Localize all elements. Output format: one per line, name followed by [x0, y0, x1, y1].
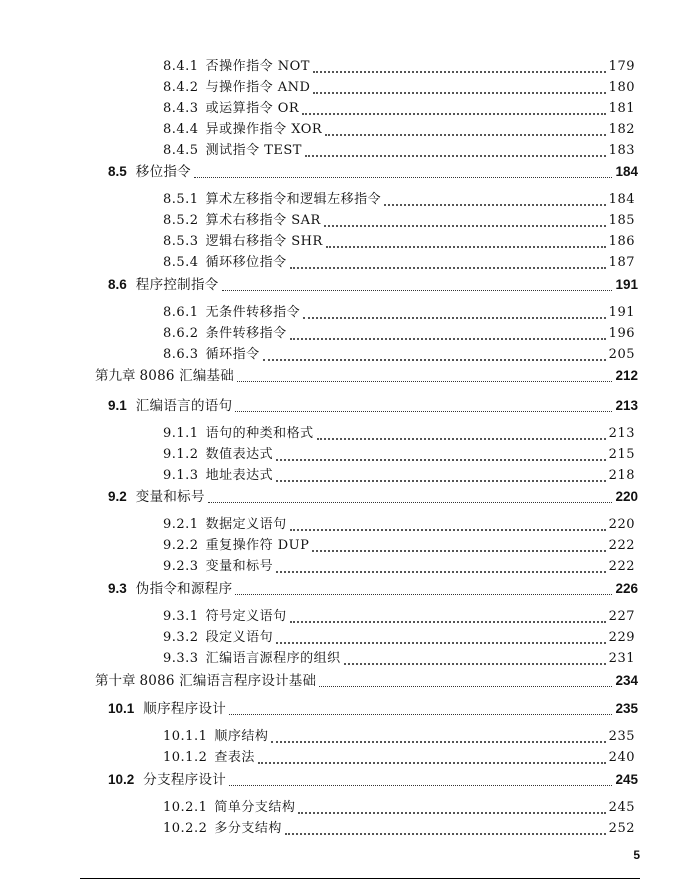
toc-entry-title: 否操作指令 NOT — [205, 59, 310, 74]
dot-leader — [237, 370, 613, 382]
dot-leader — [271, 729, 605, 743]
toc-entry-title: 数据定义语句 — [205, 517, 287, 532]
toc-entry-number: 8.6.1 — [163, 305, 199, 320]
toc-entry-page: 179 — [608, 59, 635, 74]
dot-leader — [312, 538, 605, 552]
toc-entry-number: 8.5.1 — [163, 192, 199, 207]
dot-leader — [302, 101, 606, 115]
toc-entry[interactable] — [163, 324, 635, 342]
toc-entry-title: 符号定义语句 — [205, 609, 287, 624]
dot-leader — [229, 703, 612, 715]
toc-entry-page: 235 — [615, 701, 638, 716]
toc-entry-title: 多分支结构 — [214, 821, 282, 836]
toc-entry-number: 8.4.5 — [163, 143, 199, 158]
toc-entry-page: 187 — [608, 255, 635, 270]
toc-entry[interactable] — [163, 211, 635, 229]
toc-entry-page: 182 — [608, 122, 635, 137]
dot-leader — [258, 750, 606, 764]
toc-entry-page: 186 — [608, 234, 635, 249]
toc-entry-number: 9.3 — [108, 581, 127, 596]
toc-entry-page: 183 — [608, 143, 635, 158]
toc-entry[interactable] — [163, 628, 635, 646]
toc-entry[interactable] — [163, 99, 635, 117]
toc-entry-page: 220 — [608, 517, 635, 532]
toc-entry[interactable] — [163, 798, 635, 816]
dot-leader — [325, 122, 605, 136]
toc-entry-number: 10.2.2 — [163, 821, 208, 836]
toc-entry-page: 240 — [608, 750, 635, 765]
toc-entry-title: 分支程序设计 — [143, 772, 227, 788]
dot-leader — [290, 255, 606, 269]
toc-entry[interactable] — [163, 57, 635, 75]
toc-entry-page: 229 — [608, 630, 635, 645]
dot-leader — [285, 821, 606, 835]
toc-entry-page: 215 — [608, 447, 635, 462]
dot-leader — [276, 468, 606, 482]
toc-entry[interactable] — [163, 607, 635, 625]
toc-entry-title: 程序控制指令 — [135, 277, 219, 293]
dot-leader — [313, 80, 605, 94]
toc-entry-title: 异或操作指令 XOR — [205, 122, 323, 137]
toc-entry[interactable] — [163, 649, 635, 667]
dot-leader — [298, 800, 605, 814]
toc-entry-number: 8.5.3 — [163, 234, 199, 249]
toc-entry-title: 移位指令 — [135, 164, 191, 180]
page-number: 5 — [633, 848, 640, 862]
toc-entry-number: 8.5.4 — [163, 255, 199, 270]
toc-entry-title: 查表法 — [214, 750, 255, 765]
toc-entry-number: 10.2.1 — [163, 800, 208, 815]
toc-entry-page: 181 — [608, 101, 635, 116]
dot-leader — [290, 326, 606, 340]
toc-entry-number: 9.3.1 — [163, 609, 199, 624]
toc-entry-title: 语句的种类和格式 — [205, 426, 314, 441]
dot-leader — [326, 234, 606, 248]
toc-entry-page: 196 — [608, 326, 635, 341]
toc-entry[interactable] — [163, 819, 635, 837]
toc-entry[interactable] — [163, 727, 635, 745]
toc-entry[interactable] — [108, 770, 638, 788]
toc-entry-title: 循环指令 — [205, 347, 260, 362]
toc-entry-number: 9.3.3 — [163, 651, 199, 666]
toc-entry-number: 9.1.2 — [163, 447, 199, 462]
toc-entry-title: 8086 汇编基础 — [139, 368, 234, 384]
toc-entry[interactable] — [108, 699, 638, 717]
toc-entry-title: 算术左移指令和逻辑左移指令 — [205, 192, 382, 207]
toc-entry-number: 10.2 — [108, 772, 135, 787]
dot-leader — [235, 400, 612, 412]
toc-entry-page: 184 — [615, 164, 638, 179]
toc-entry-page: 245 — [615, 772, 638, 787]
dot-leader — [276, 559, 606, 573]
toc-entry-page: 252 — [608, 821, 635, 836]
toc-entry-title: 或运算指令 OR — [205, 101, 300, 116]
dot-leader — [317, 426, 606, 440]
toc-entry-title: 重复操作符 DUP — [205, 538, 310, 553]
dot-leader — [305, 143, 606, 157]
toc-entry-page: 222 — [608, 538, 635, 553]
dot-leader — [303, 305, 606, 319]
toc-entry-page: 191 — [615, 277, 638, 292]
toc-entry-page: 185 — [608, 213, 635, 228]
dot-leader — [313, 59, 606, 73]
dot-leader — [344, 651, 606, 665]
toc-entry-title: 测试指令 TEST — [205, 143, 302, 158]
toc-entry-number: 8.6.3 — [163, 347, 199, 362]
toc-entry-title: 段定义语句 — [205, 630, 274, 645]
toc-entry-page: 213 — [608, 426, 635, 441]
dot-leader — [319, 675, 612, 687]
toc-entry[interactable] — [163, 445, 635, 463]
toc-entry-number: 8.5 — [108, 164, 127, 179]
toc-entry[interactable] — [108, 579, 638, 597]
toc-entry[interactable] — [163, 120, 635, 138]
toc-entry[interactable] — [163, 78, 635, 96]
toc-entry-number: 8.5.2 — [163, 213, 199, 228]
toc-entry[interactable] — [163, 557, 635, 575]
toc-entry-page: 218 — [608, 468, 635, 483]
toc-entry[interactable] — [163, 466, 635, 484]
toc-entry[interactable] — [95, 671, 638, 689]
toc-entry-page: 184 — [608, 192, 635, 207]
toc-entry-title: 无条件转移指令 — [205, 305, 301, 320]
dot-leader — [324, 213, 606, 227]
toc-entry-number: 10.1.1 — [163, 729, 208, 744]
toc-entry-page: 234 — [615, 673, 638, 688]
dot-leader — [276, 447, 606, 461]
toc-entry[interactable] — [95, 366, 638, 384]
toc-entry[interactable] — [163, 748, 635, 766]
toc-entry-number: 9.2.2 — [163, 538, 199, 553]
toc-entry-number: 8.6.2 — [163, 326, 199, 341]
toc-entry-page: 191 — [608, 305, 635, 320]
toc-entry[interactable] — [163, 190, 635, 208]
toc-entry-number: 10.1.2 — [163, 750, 208, 765]
toc-entry-number: 9.2.1 — [163, 517, 199, 532]
dot-leader — [384, 192, 606, 206]
toc-entry-page: 213 — [615, 398, 638, 413]
toc-entry-number: 10.1 — [108, 701, 135, 716]
toc-entry-title: 汇编语言的语句 — [135, 398, 233, 414]
toc-entry-title: 循环移位指令 — [205, 255, 287, 270]
toc-entry-page: 222 — [608, 559, 635, 574]
toc-entry[interactable] — [163, 141, 635, 159]
dot-leader — [290, 609, 606, 623]
toc-entry-number: 8.4.2 — [163, 80, 199, 95]
toc-entry-number: 第九章 — [95, 368, 136, 384]
dot-leader — [235, 583, 612, 595]
toc-entry-page: 245 — [608, 800, 635, 815]
toc-entry-title: 数值表达式 — [205, 447, 274, 462]
toc-entry-title: 算术右移指令 SAR — [205, 213, 321, 228]
dot-leader — [194, 166, 612, 178]
toc-entry-title: 简单分支结构 — [214, 800, 296, 815]
toc-entry-title: 逻辑右移指令 SHR — [205, 234, 323, 249]
toc-entry-number: 9.1.3 — [163, 468, 199, 483]
toc-entry-page: 205 — [608, 347, 635, 362]
toc-entry-page: 231 — [608, 651, 635, 666]
toc-entry-title: 顺序结构 — [214, 729, 269, 744]
dot-leader — [222, 279, 613, 291]
toc-entry-title: 变量和标号 — [135, 489, 205, 505]
toc-entry-page: 226 — [615, 581, 638, 596]
toc-entry-number: 9.1 — [108, 398, 127, 413]
dot-leader — [229, 774, 612, 786]
toc-entry[interactable] — [163, 424, 635, 442]
dot-leader — [276, 630, 606, 644]
toc-entry-title: 伪指令和源程序 — [135, 581, 233, 597]
dot-leader — [263, 347, 606, 361]
toc-entry[interactable] — [163, 232, 635, 250]
toc-entry-page: 227 — [608, 609, 635, 624]
toc-entry-number: 8.4.3 — [163, 101, 199, 116]
toc-entry-page: 235 — [608, 729, 635, 744]
toc-entry[interactable] — [108, 487, 638, 505]
toc-entry[interactable] — [163, 345, 635, 363]
toc-entry[interactable] — [163, 536, 635, 554]
toc-entry[interactable] — [108, 275, 638, 293]
toc-entry-title: 汇编语言源程序的组织 — [205, 651, 341, 666]
toc-entry-title: 变量和标号 — [205, 559, 274, 574]
toc-entry-number: 9.1.1 — [163, 426, 199, 441]
toc-entry-page: 212 — [615, 368, 638, 383]
toc-entry-page: 180 — [608, 80, 635, 95]
toc-entry-title: 条件转移指令 — [205, 326, 287, 341]
toc-entry-title: 与操作指令 AND — [205, 80, 311, 95]
toc-entry-number: 8.6 — [108, 277, 127, 292]
footer-rule — [80, 878, 640, 879]
toc-entry[interactable] — [163, 303, 635, 321]
toc-entry-page: 220 — [615, 489, 638, 504]
toc-entry-number: 9.2.3 — [163, 559, 199, 574]
toc-entry-number: 8.4.4 — [163, 122, 199, 137]
toc-entry[interactable] — [108, 396, 638, 414]
dot-leader — [208, 491, 613, 503]
dot-leader — [290, 517, 606, 531]
toc-entry-number: 8.4.1 — [163, 59, 199, 74]
toc-entry[interactable] — [163, 515, 635, 533]
toc-entry-title: 顺序程序设计 — [143, 701, 227, 717]
toc-entry-title: 地址表达式 — [205, 468, 274, 483]
toc-entry[interactable] — [163, 253, 635, 271]
toc-entry-number: 9.2 — [108, 489, 127, 504]
toc-entry[interactable] — [108, 162, 638, 180]
toc-entry-number: 第十章 — [95, 673, 136, 689]
toc-entry-number: 9.3.2 — [163, 630, 199, 645]
toc-entry-title: 8086 汇编语言程序设计基础 — [139, 673, 317, 689]
